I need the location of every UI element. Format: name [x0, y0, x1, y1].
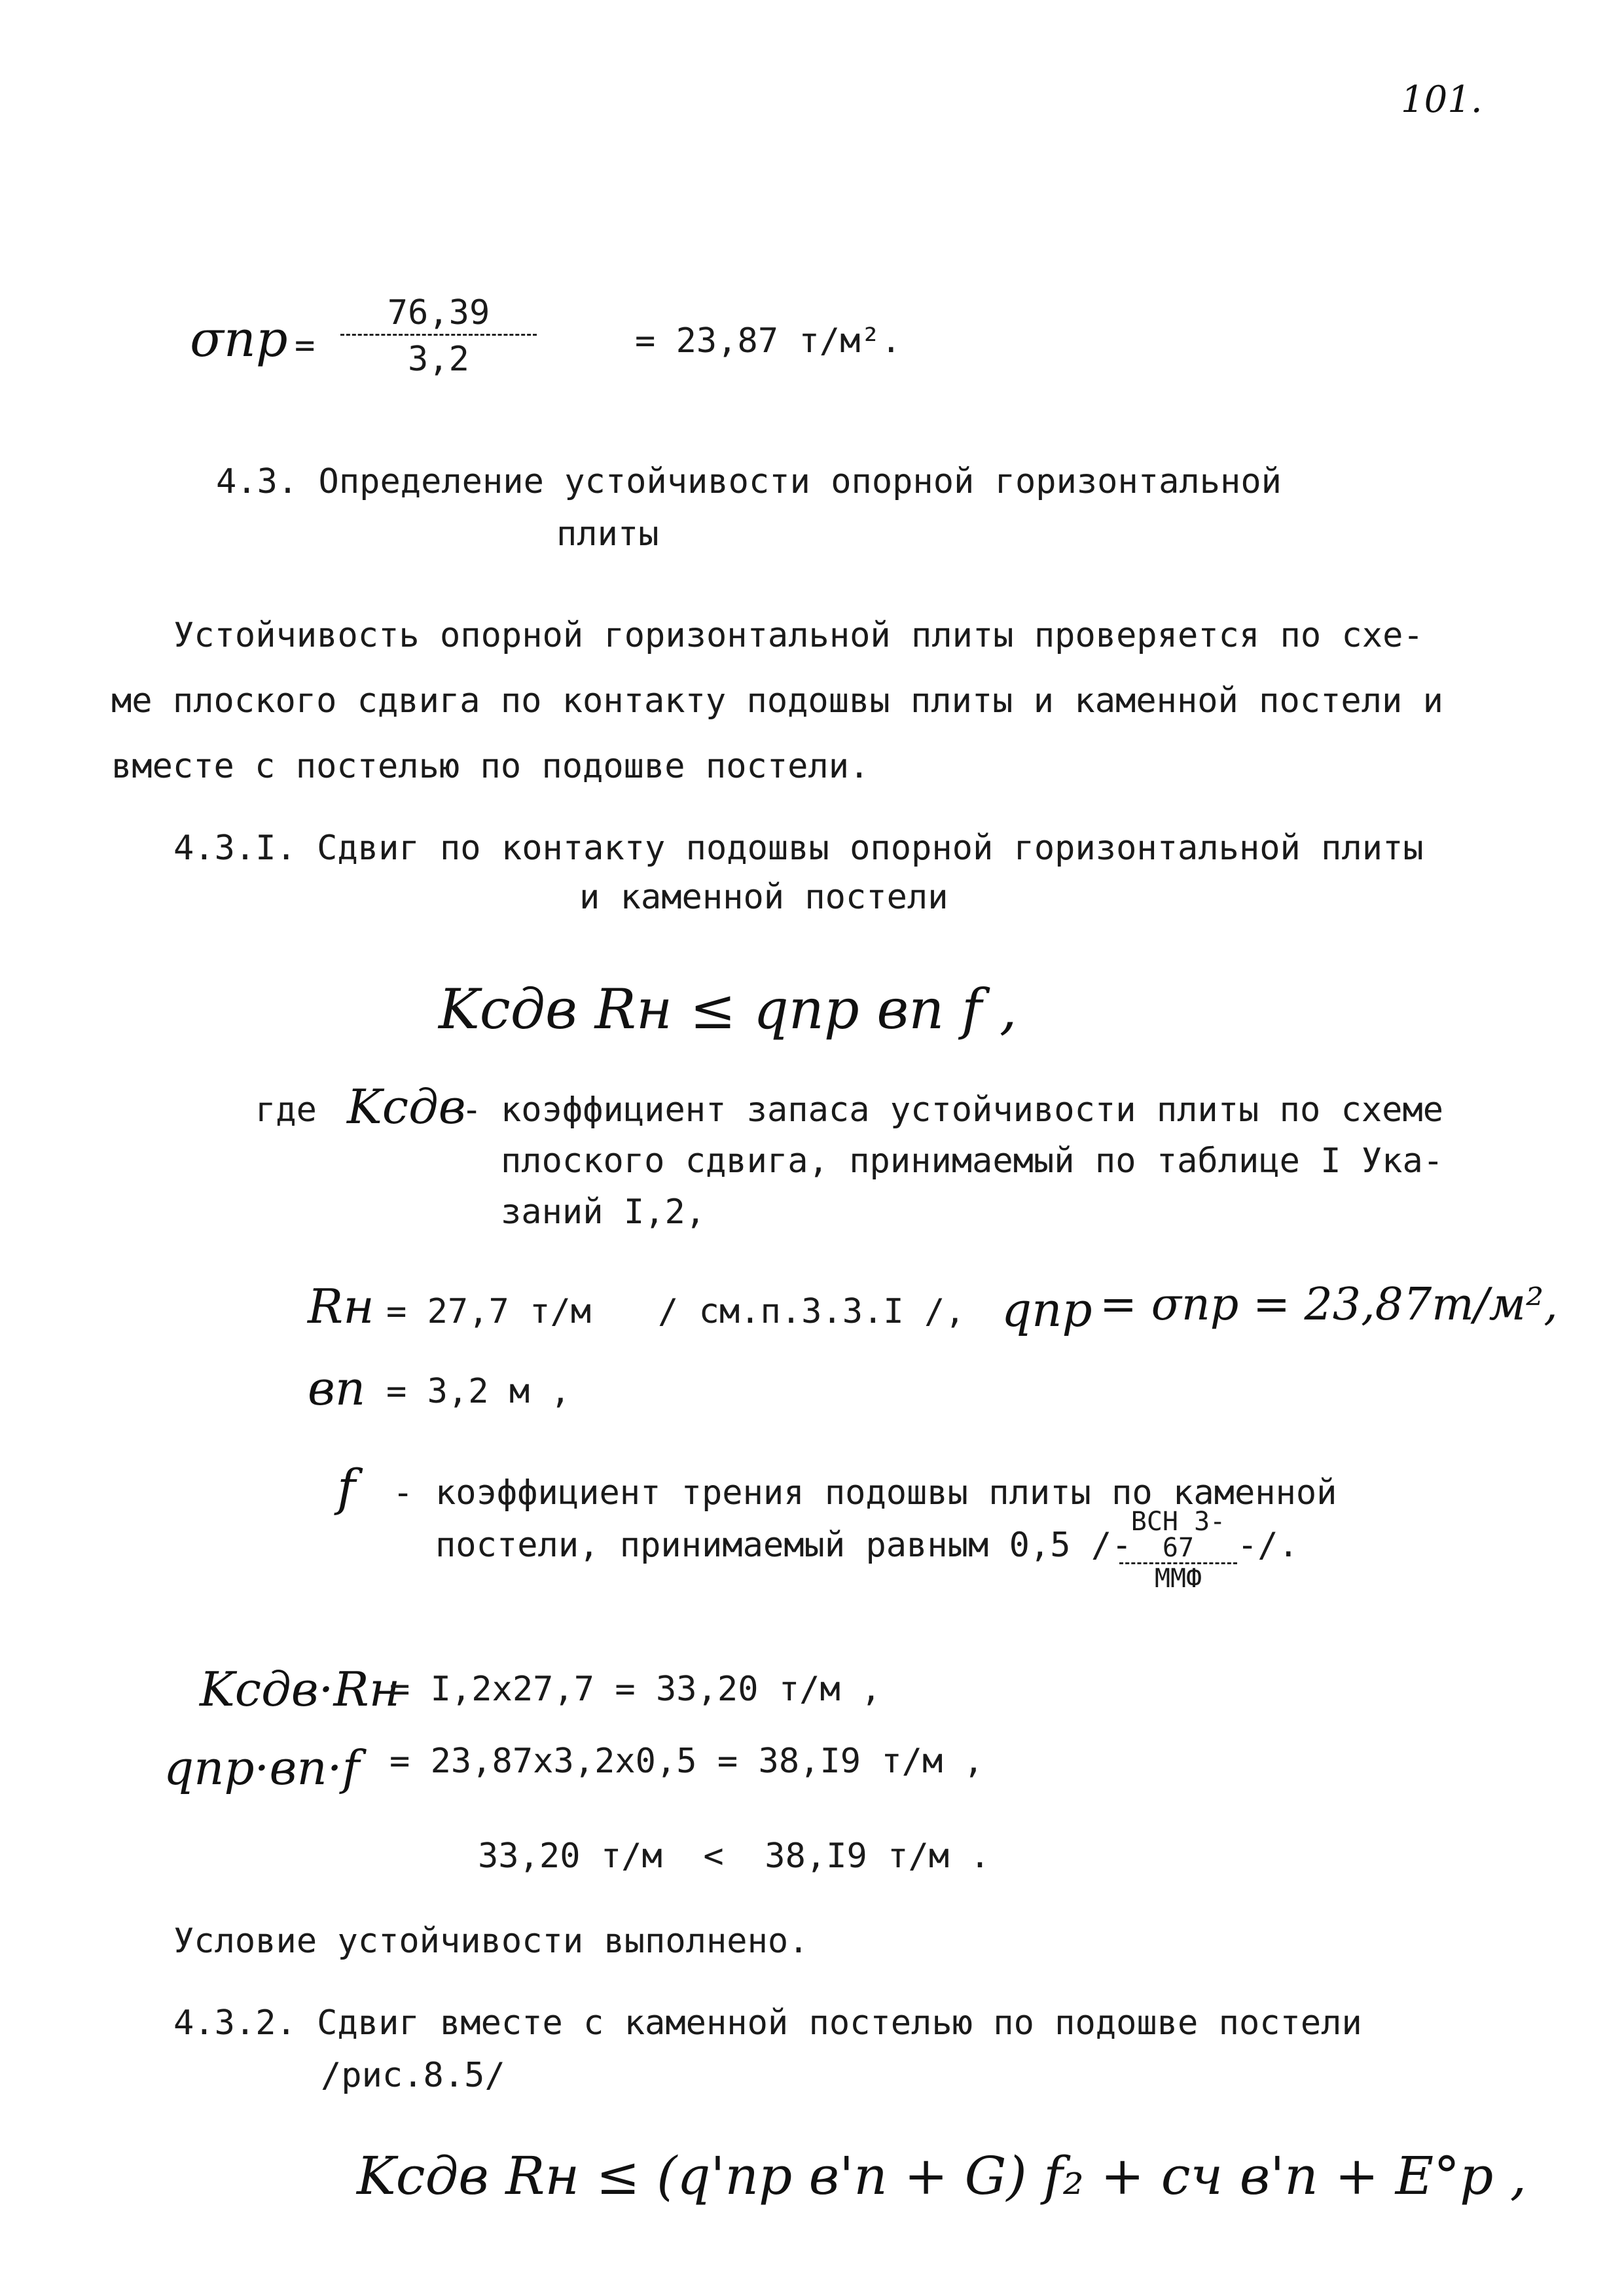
vsn-reference: [1119, 1509, 1237, 1592]
section-heading-4-3-1: 4.3.I. Сдвиг по контакту подошвы опорной горизонтальной плиты: [173, 829, 1424, 868]
sigma-result: = 23,87 т/м².: [635, 321, 901, 361]
f-definition-1: коэффициент трения подошвы плиты по каменной: [435, 1473, 1337, 1513]
paragraph-line-3: вместе с постелью по подошве постели.: [111, 747, 870, 786]
shear-formula-with-bed: Kсдв Rн ≤ (q'пр в'п + G) f₂ + cч в'п + E°р ,: [357, 2145, 1527, 2206]
rn-reference: / см.п.3.3.I /,: [658, 1292, 965, 1331]
vsn-reference-ministry: ММФ: [1154, 1564, 1202, 1594]
fraction-denominator: 3,2: [408, 340, 469, 379]
section-heading-4-3-line2: плиты: [556, 514, 659, 554]
paragraph-line-1: Устойчивость опорной горизонтальной плиты проверяется по схе-: [173, 616, 1424, 655]
section-heading-4-3: 4.3. Определение устойчивости опорной горизонтальной: [216, 462, 1282, 501]
k-shear-definition-2: плоского сдвига, принимаемый по таблице I Ука-: [501, 1141, 1444, 1181]
stability-conclusion: Условие устойчивости выполнено.: [173, 1922, 809, 1961]
sigma-symbol: σпр: [190, 310, 288, 368]
rn-value: = 27,7 т/м: [386, 1292, 592, 1331]
k-rn-product: Kсдв·Rн: [200, 1662, 401, 1717]
equals-sign: =: [295, 326, 316, 365]
bp-value: = 3,2 м ,: [386, 1372, 571, 1411]
f-definition-2: постели, принимаемый равным 0,5 /-: [435, 1526, 1132, 1565]
shear-formula: Kсдв Rн ≤ qпр вп f ,: [439, 977, 1017, 1041]
where-word: где: [255, 1090, 317, 1130]
comparison-line: 33,20 т/м < 38,I9 т/м .: [478, 1837, 990, 1876]
k-rn-calculation: = I,2х27,7 = 33,20 т/м ,: [389, 1670, 882, 1709]
section-heading-4-3-1-line2: и каменной постели: [579, 878, 948, 917]
vsn-reference-number: ВСН 3-67: [1119, 1509, 1237, 1564]
rn-symbol: Rн: [308, 1279, 374, 1334]
k-shear-definition-1: коэффициент запаса устойчивости плиты по схеме: [501, 1090, 1444, 1130]
q-pr-equality: = σпр = 23,87т/м²,: [1100, 1279, 1558, 1331]
q-pr-symbol: qпр: [1001, 1282, 1092, 1337]
k-shear-definition-3: заний I,2,: [501, 1193, 706, 1232]
f-dash: -: [393, 1473, 414, 1513]
fraction-numerator: 76,39: [340, 296, 537, 336]
page-number: 101.: [1401, 79, 1483, 121]
fraction-76-39: [340, 293, 537, 379]
section-heading-4-3-2-line2: /рис.8.5/: [321, 2056, 505, 2095]
section-heading-4-3-2: 4.3.2. Сдвиг вместе с каменной постелью по подошве постели: [173, 2003, 1362, 2043]
f-definition-end: -/.: [1237, 1526, 1299, 1565]
q-bp-f-calculation: = 23,87х3,2х0,5 = 38,I9 т/м ,: [389, 1742, 984, 1781]
bp-symbol: вп: [308, 1361, 366, 1416]
where-dash: -: [461, 1090, 482, 1130]
paragraph-line-2: ме плоского сдвига по контакту подошвы плиты и каменной постели и: [111, 681, 1443, 721]
k-shear-symbol: Kсдв: [347, 1079, 466, 1134]
f-symbol: f: [337, 1458, 356, 1516]
q-bp-f-product: qпр·вп·f: [164, 1740, 360, 1795]
